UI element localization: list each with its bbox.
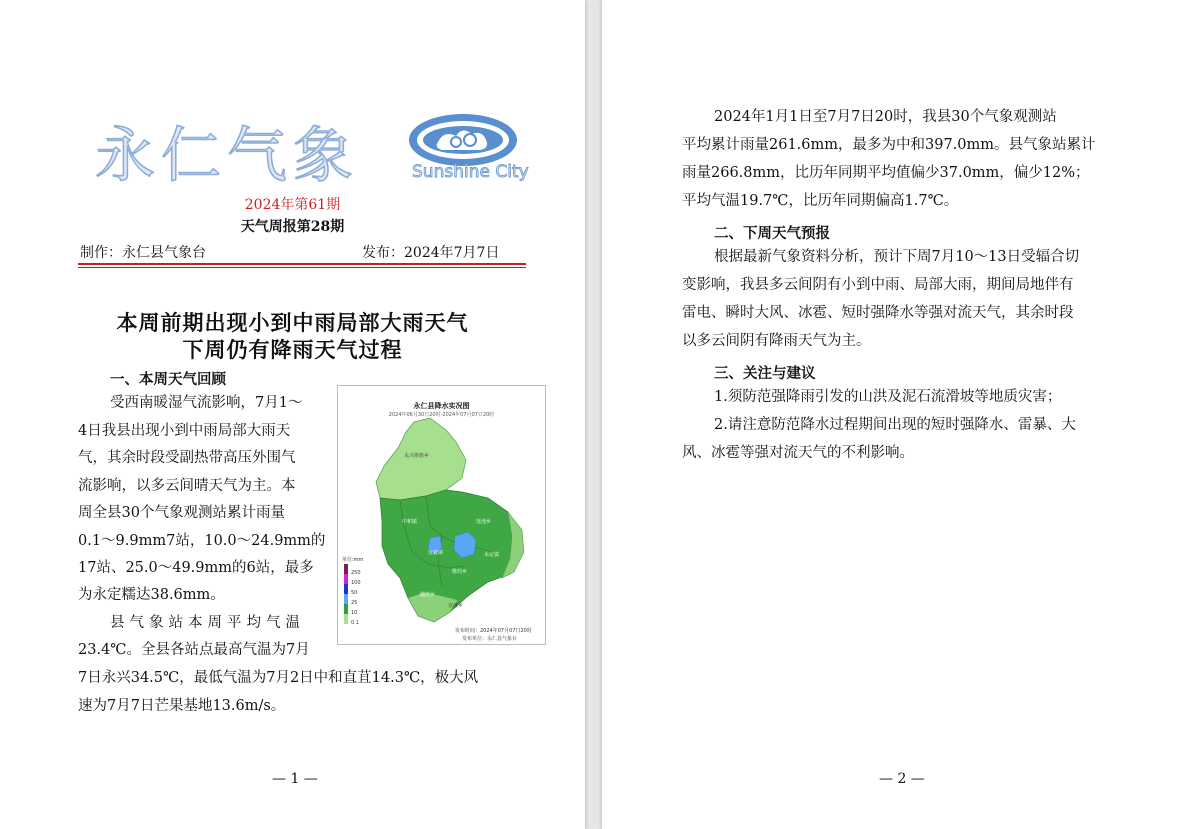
- paragraph-line: 平均气温19.7℃，比历年同期偏高1.7℃。: [682, 193, 959, 209]
- paragraph-line: 23.4℃。全县各站点最高气温为7月: [78, 642, 310, 658]
- legend-swatch: [344, 604, 348, 614]
- legend-value: 100: [351, 580, 361, 586]
- legend-swatch: [344, 574, 348, 584]
- map-subtitle: 2024年06月30日20时-2024年07月07日20时: [388, 412, 495, 418]
- paragraph-line: 雷电、瞬时大风、冰雹、短时强降水等强对流天气，其余时段: [682, 305, 1074, 321]
- sunshine-city-logo: [406, 112, 529, 194]
- masthead-title: 永仁气象: [95, 121, 359, 191]
- paragraph-line: 17站、25.0～49.9mm的6站，最多: [78, 560, 314, 576]
- place-label: 猛虎乡: [420, 592, 436, 598]
- paragraph-line: 速为7月7日芒果基地13.6m/s。: [78, 698, 286, 714]
- paragraph-line: 0.1～9.9mm7站，10.0～24.9mm的: [78, 533, 326, 549]
- legend-value: 0.1: [351, 620, 359, 626]
- legend-entry: [344, 574, 374, 584]
- section-heading-forecast: 二、下周天气预报: [714, 225, 830, 242]
- weekly-issue: 天气周报第28期: [240, 219, 345, 235]
- precipitation-map-figure: [337, 385, 546, 645]
- legend-entry: [344, 604, 374, 614]
- legend-entry: [344, 564, 374, 574]
- advice-line: 风、冰雹等强对流天气的不利影响。: [682, 445, 914, 461]
- legend-entry: [344, 584, 374, 594]
- paragraph-line: 为永定糯达38.6mm。: [78, 587, 225, 603]
- paragraph-line: 县气象站本周平均气温: [110, 615, 305, 631]
- place-label: 宜就乡: [448, 603, 464, 609]
- legend-swatch: [344, 614, 348, 624]
- paragraph-line: 雨量266.8mm，比历年同期平均值偏少37.0mm，偏少12%；: [682, 165, 1090, 181]
- page-number: — 2 —: [879, 771, 925, 787]
- header-divider-thin: [78, 267, 526, 268]
- paragraph-line: 周全县30个气象观测站累计雨量: [78, 505, 285, 521]
- advice-line: 1.须防范强降雨引发的山洪及泥石流滑坡等地质灾害；: [714, 389, 1062, 405]
- publish-date: 发布：2024年7月7日: [362, 245, 500, 261]
- paragraph-line: 根据最新气象资料分析，预计下周7月10～13日受辐合切: [714, 249, 1080, 265]
- legend-value: 25: [351, 600, 358, 606]
- map-title: 永仁县降水实况图: [413, 402, 470, 410]
- paragraph-line: 7日永兴34.5℃，最低气温为7月2日中和直苴14.3℃，极大风: [78, 670, 479, 686]
- legend-swatch: [344, 584, 348, 594]
- place-label: 永兴傣族乡: [404, 453, 430, 459]
- paragraph-line: 气，其余时段受副热带高压外围气: [78, 450, 296, 466]
- headline-line-2: 下周仍有降雨天气过程: [182, 337, 403, 362]
- place-label: 莲池乡: [476, 519, 492, 525]
- legend-swatch: [344, 594, 348, 604]
- section-heading-advice: 三、关注与建议: [714, 365, 816, 382]
- document-page-1: [0, 0, 585, 829]
- paragraph-line: 变影响，我县多云间阴有小到中雨、局部大雨，期间局地伴有: [682, 277, 1074, 293]
- maker-label: 制作：永仁县气象台: [80, 245, 206, 261]
- legend-entry: [344, 594, 374, 604]
- section-heading-review: 一、本周天气回顾: [110, 371, 226, 388]
- legend-value: 250: [351, 570, 361, 576]
- release-time: 发布时间：2024年07月07日20时: [455, 628, 532, 634]
- headline-line-1: 本周前期出现小到中雨局部大雨天气: [116, 310, 469, 335]
- logo-text: Sunshine City: [412, 162, 529, 182]
- place-label: 维的乡: [452, 569, 468, 575]
- legend-unit: 单位:mm: [342, 557, 364, 563]
- release-unit: 发布单位：永仁县气象台: [462, 636, 518, 642]
- issue-number: 2024年第61期: [244, 197, 341, 213]
- place-label: 永定镇: [484, 552, 500, 558]
- precipitation-legend: [344, 564, 374, 624]
- paragraph-line: 2024年1月1日至7月7日20时，我县30个气象观测站: [714, 109, 1057, 125]
- legend-value: 10: [351, 610, 358, 616]
- place-label: 中和镇: [402, 519, 418, 525]
- paragraph-line: 受西南暖湿气流影响，7月1～: [110, 395, 303, 411]
- paragraph-line: 以多云间阴有降雨天气为主。: [682, 333, 871, 349]
- legend-entry: [344, 614, 374, 624]
- paragraph-line: 流影响，以多云间晴天气为主。本: [78, 478, 296, 494]
- header-divider: [78, 263, 526, 265]
- page-number: — 1 —: [272, 771, 318, 787]
- document-page-2: [602, 0, 1193, 829]
- advice-line: 2.请注意防范降水过程期间出现的短时强降水、雷暴、大: [714, 417, 1076, 433]
- legend-swatch: [344, 564, 348, 574]
- paragraph-line: 4日我县出现小到中雨局部大雨天: [78, 423, 291, 439]
- legend-value: 50: [351, 590, 358, 596]
- place-label: 宜就镇: [428, 550, 444, 556]
- paragraph-line: 平均累计雨量261.6mm，最多为中和397.0mm。县气象站累计: [682, 137, 1096, 153]
